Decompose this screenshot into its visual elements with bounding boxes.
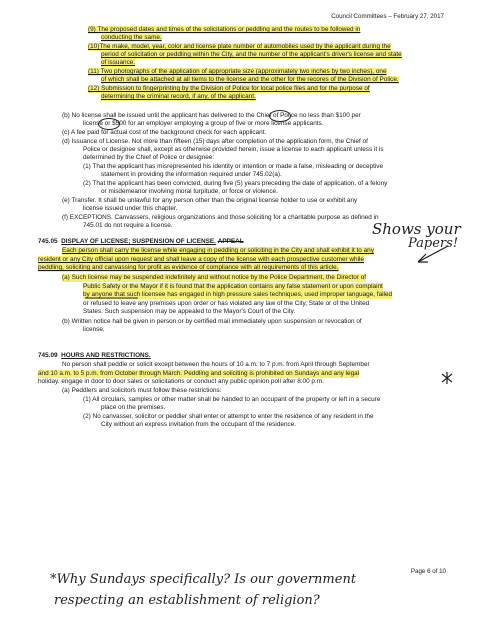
s745-05-line-2: resident or any City official upon request and shall leave a copy of the license with each prospective customer while (38, 256, 364, 263)
section-745-09-heading (38, 352, 151, 360)
item-10-line-1: (10)The make, model, year, color and license plate number of automobiles used by the applicant during the (88, 43, 391, 50)
section-number: 745.09 (38, 352, 58, 359)
section-745-05-heading (38, 238, 244, 246)
e-line-1: (e) Transfer. It shall be unlawful for any person other than the original license holder to use or exhibit any (62, 197, 358, 204)
item-11-line-1: (11) Two photographs of the application of appropriate size (approximately two inches by two inches), one (88, 68, 387, 75)
s745-09-line-1: No person shall peddle or solicit except between the hours of 10 a.m. to 7 p.m. from April through September (62, 361, 370, 368)
s745-09-line-3: holiday. engage in door to door sales or solicitations or conduct any public opinion poll after 8:00 p.m. (38, 378, 324, 385)
section-title: DISPLAY OF LICENSE; SUSPENSION OF LICENSE. (61, 238, 216, 245)
circle-mark-500 (98, 118, 120, 130)
s745-09-item-1-line-2: place on the premises. (101, 404, 166, 411)
asterisk-mark (442, 372, 452, 384)
s745-05-a-line-3: by anyone that such licensee has engaged in high pressure sales techniques, used improper language, failed (83, 291, 393, 298)
s745-05-a-line-1: (a) Such license may be suspended indefinitely and without notice by the Police Department, the Director of (62, 274, 367, 281)
page-header: Council Committees – February 27, 2017 (331, 13, 444, 20)
struck-title: APPEAL (217, 238, 244, 245)
item-11-line-2: of which shall be attached at all tiems to the license and the other for the recores of the Division of Police. (101, 76, 399, 83)
f-line-1: (f) EXCEPTIONS. Canvassers, religious organizations and those soliciting for a charitable purpose as defined in (62, 214, 379, 221)
e-line-2: license issued under this chapter. (83, 205, 178, 212)
d1-line-1: (1) That the applicant has misrepresented his identity or intention or made a false, misleading or deceptive (83, 163, 384, 170)
handwritten-question-line-1: *Why Sundays specifically? Is our government (50, 572, 357, 587)
s745-09-item-1-line-1: (1) All circulars, samples or other matter shall be handed to an occupant of the property or left in a secure (83, 396, 381, 403)
s745-09-a-line: (a) Peddlers and solicitors must follow these restrictions: (62, 387, 222, 394)
item-9-line-2: conducting the same. (101, 34, 162, 41)
f-line-2: 745.01 do not require a license. (83, 222, 173, 229)
circle-mark-100 (269, 110, 291, 122)
d-line-1: (d) Issuance of License. Not more than fifteen (15) days after completion of the application form, the Chief of (62, 138, 368, 145)
item-12-line-1: (12) Submission to fingerprinting by the Division of Police for local police files and for the purpose of (88, 85, 370, 92)
b-line-2: license or $500 for an employer employing a group of five or more license applicants. (83, 120, 324, 127)
handwritten-papers: Papers! (408, 236, 459, 251)
item-9-line-1: (9) The proposed dates and times of the solicitations or peddling and the routes to be followed in (88, 26, 361, 33)
d-line-2: Police or designee shall, except as otherwise provided herein, issue a license to each applicant unless it is (83, 146, 384, 153)
s745-05-line-3: peddling, soliciting and canvassing for profit as evidence of compliance with all requirements of this article. (38, 264, 339, 271)
b-line-1: (b) No license shall be issued until the applicant has delivered to the Chief of Police no less than $100 per (62, 112, 361, 119)
section-number: 745.05 (38, 238, 58, 245)
page-number: Page 6 of 10 (410, 568, 446, 575)
s745-09-item-2-line-1: (2) No canvasser, solicitor or peddler shall enter or attempt to enter the residence of any resident in the (83, 413, 374, 420)
item-12-line-2: determining the criminal record, if any, of the applicant. (101, 93, 256, 100)
s745-05-a-line-5: States. Such suspension may be appealed to the Mayor's Court of the City. (83, 308, 296, 315)
c-line: (c) A fee paid for actual cost of the background check for each applicant. (62, 129, 267, 136)
s745-05-a-line-4: or refused to leave any premises upon order or has violated any law of the City, State or of the United (83, 300, 370, 307)
d1-line-2: statement in providing the information required under 745.02(a). (101, 171, 282, 178)
d-line-3: determined by the Chief of Police or designee: (83, 154, 215, 161)
s745-09-item-2-line-2: City without an express invitation from the occupant of the residence. (101, 421, 297, 428)
s745-09-line-2: and 10 a.m. to 5 p.m. from October through March. Peddling and soliciting is prohibited on Sundays and any legal (38, 370, 360, 377)
s745-05-a-line-2: Public Safety or the Mayor if it is found that the application contains any false statement or upon complaint (83, 283, 383, 290)
d2-line-1: (2) That the applicant has been convicted, during five (5) years preceding the date of application, of a felony (83, 180, 388, 187)
item-10-line-3: of issuance. (101, 59, 136, 66)
item-10-line-2: period of solicitation or peddling within the City, and the number of the applicant's driver's license and state (101, 51, 402, 58)
s745-05-b-line-2: license. (83, 326, 105, 333)
d2-line-2: or misdemeanor involving moral turpitude, or force or violence. (101, 188, 278, 195)
s745-05-line-1: Each person shall carry the license while engaging in peddling or soliciting in the City and shall exhibit it to any (62, 247, 374, 254)
section-title: HOURS AND RESTRICTIONS. (61, 352, 151, 359)
s745-05-b-line-1: (b) Written notice hall be given in person or by certified mail immediately upon suspension or revocation of (62, 318, 362, 325)
handwritten-question-line-2: respecting an establishment of religion? (54, 593, 320, 608)
handwritten-shows-your: Shows your (372, 220, 461, 238)
